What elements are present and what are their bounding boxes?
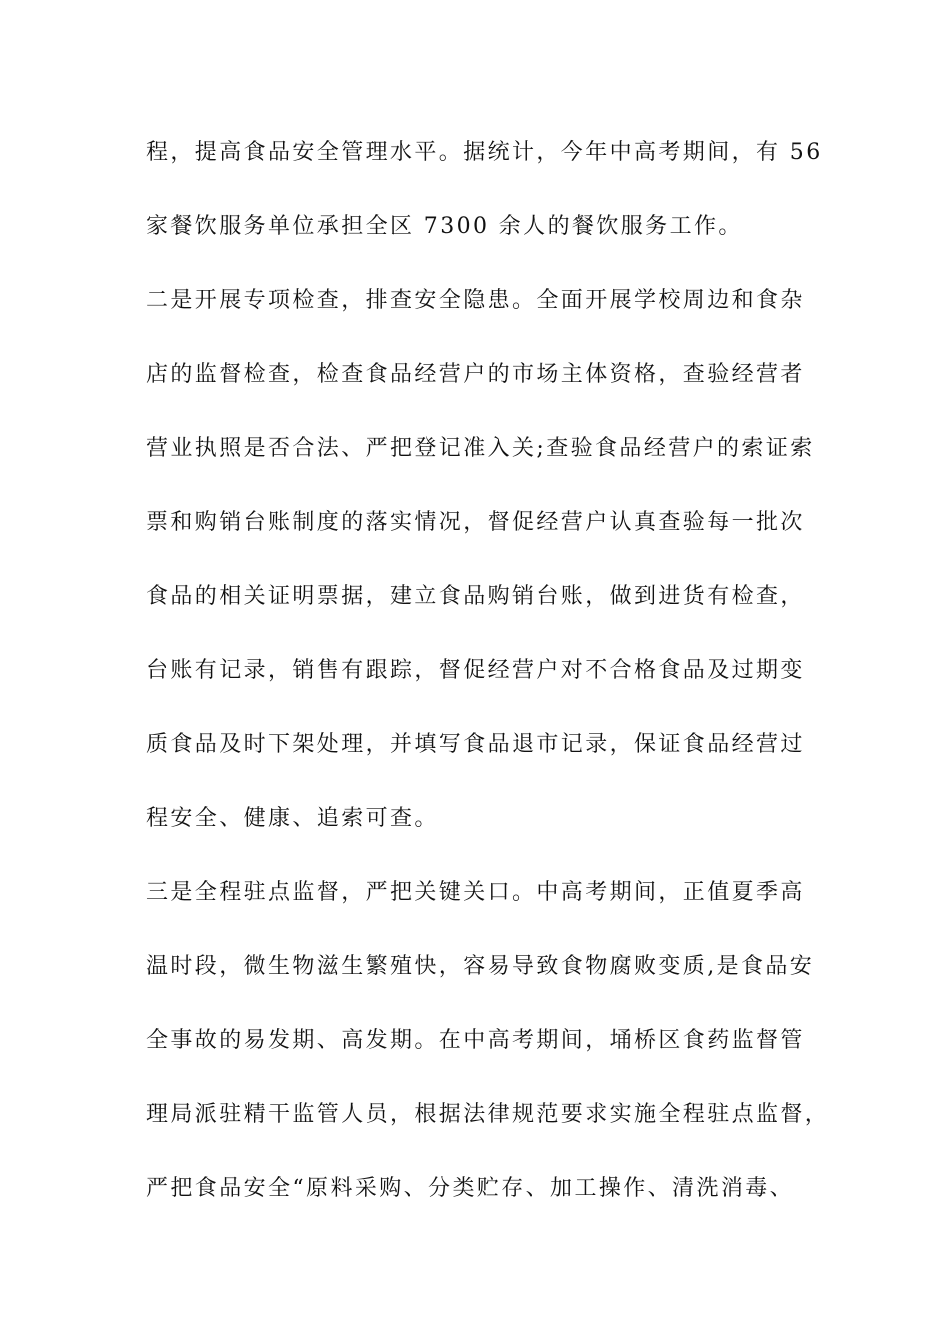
text-line: 全事故的易发期、高发期。在中高考期间，埇桥区食药监督管 — [146, 1028, 805, 1053]
text-line: 程安全、健康、追索可查。 — [146, 806, 439, 831]
text-line: 二是开展专项检查，排查安全隐患。全面开展学校周边和食杂 — [146, 288, 805, 313]
text-line: 温时段，微生物滋生繁殖快，容易导致食物腐败变质,是食品安 — [146, 954, 815, 979]
text-line: 严把食品安全“原料采购、分类贮存、加工操作、清洗消毒、 — [146, 1176, 795, 1201]
text-line: 营业执照是否合法、严把登记准入关;查验食品经营户的索证索 — [146, 436, 815, 461]
text-line: 家餐饮服务单位承担全区 7300 余人的餐饮服务工作。 — [146, 214, 743, 239]
text-line: 店的监督检查，检查食品经营户的市场主体资格，查验经营者 — [146, 362, 805, 387]
text-line: 台账有记录，销售有跟踪，督促经营户对不合格食品及过期变 — [146, 658, 805, 683]
text-line: 理局派驻精干监管人员，根据法律规范要求实施全程驻点监督， — [146, 1102, 830, 1127]
text-line: 票和购销台账制度的落实情况，督促经营户认真查验每一批次 — [146, 510, 805, 535]
text-line: 三是全程驻点监督，严把关键关口。中高考期间，正值夏季高 — [146, 880, 805, 905]
text-line: 质食品及时下架处理，并填写食品退市记录，保证食品经营过 — [146, 732, 805, 757]
text-line: 程，提高食品安全管理水平。据统计，今年中高考期间，有 56 — [146, 140, 823, 165]
text-line: 食品的相关证明票据，建立食品购销台账，做到进货有检查， — [146, 584, 805, 609]
body-text — [146, 128, 836, 1238]
